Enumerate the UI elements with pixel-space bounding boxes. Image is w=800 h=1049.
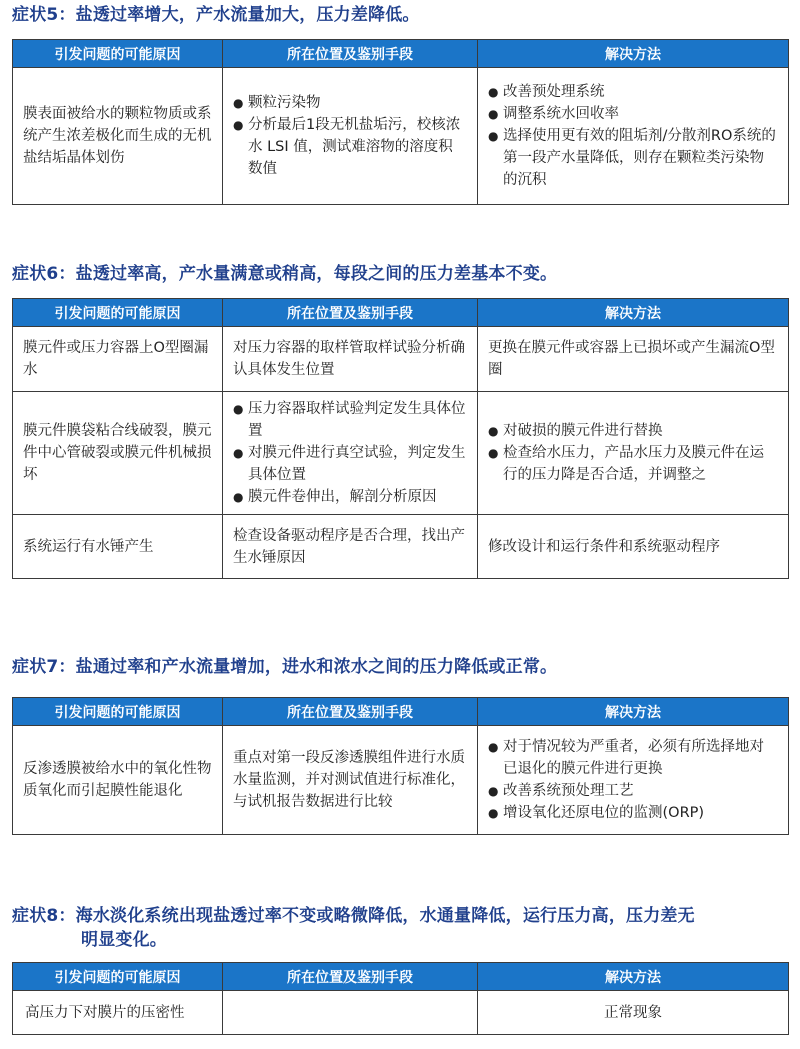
solution-cell (478, 392, 789, 515)
header-diagnosis: 所在位置及鉴别手段 (223, 963, 478, 991)
header-solution: 解决方法 (478, 963, 789, 991)
header-cause: 引发问题的可能原因 (13, 299, 223, 327)
diagnosis-cell (223, 68, 478, 205)
list-item: ● 颗粒污染物 (233, 92, 467, 114)
list-item: ● 分析最后1段无机盐垢污，校核浓水 LSI 值，测试难溶物的溶度积数值 (233, 114, 467, 180)
table-header-row (13, 299, 789, 327)
cause-cell: 系统运行有水锤产生 (13, 515, 223, 579)
symptom-6-title: 症状6：盐透过率高，产水量满意或稍高，每段之间的压力差基本不变。 (12, 264, 558, 284)
diagnosis-cell (223, 392, 478, 515)
list-item: ● 对破损的膜元件进行替换 (488, 420, 778, 442)
header-solution: 解决方法 (478, 299, 789, 327)
cause-cell: 膜表面被给水的颗粒物质或系统产生浓差极化而生成的无机盐结垢晶体划伤 (13, 68, 223, 205)
header-solution: 解决方法 (478, 40, 789, 68)
solution-cell: 正常现象 (478, 991, 789, 1035)
list-item: ● 调整系统水回收率 (488, 103, 778, 125)
header-cause: 引发问题的可能原因 (13, 698, 223, 726)
list-item: ● 压力容器取样试验判定发生具体位置 (233, 398, 467, 442)
solution-cell: 修改设计和运行条件和系统驱动程序 (478, 515, 789, 579)
cause-cell: 膜元件或压力容器上O型圈漏水 (13, 327, 223, 392)
header-diagnosis: 所在位置及鉴别手段 (223, 698, 478, 726)
header-cause: 引发问题的可能原因 (13, 40, 223, 68)
diagnosis-cell (223, 991, 478, 1035)
list-item: ● 膜元件卷伸出，解剖分析原因 (233, 486, 467, 508)
header-cause: 引发问题的可能原因 (13, 963, 223, 991)
symptom-8-table (12, 962, 789, 1035)
table-header-row (13, 40, 789, 68)
solution-cell (478, 726, 789, 835)
diagnosis-cell: 对压力容器的取样管取样试验分析确认具体发生位置 (223, 327, 478, 392)
header-diagnosis: 所在位置及鉴别手段 (223, 299, 478, 327)
symptom-5-table (12, 39, 789, 205)
symptom-8-title-line2: 明显变化。 (81, 930, 167, 950)
symptom-8-title-line1: 症状8：海水淡化系统出现盐透过率不变或略微降低，水通量降低，运行压力高，压力差无 (12, 906, 695, 926)
symptom-8-title (12, 904, 792, 952)
diagnosis-cell: 检查设备驱动程序是否合理，找出产生水锤原因 (223, 515, 478, 579)
list-item: ● 选择使用更有效的阻垢剂/分散剂RO系统的第一段产水量降低，则存在颗粒类污染物的沉积 (488, 125, 778, 191)
table-row (13, 327, 789, 392)
solution-cell: 更换在膜元件或容器上已损坏或产生漏流O型圈 (478, 327, 789, 392)
diagnosis-cell: 重点对第一段反渗透膜组件进行水质水量监测，并对测试值进行标准化，与试机报告数据进行比较 (223, 726, 478, 835)
table-row (13, 515, 789, 579)
list-item: ● 检查给水压力，产品水压力及膜元件在运行的压力降是否合适，并调整之 (488, 442, 778, 486)
symptom-7-title: 症状7：盐通过率和产水流量增加，进水和浓水之间的压力降低或正常。 (12, 657, 558, 677)
header-diagnosis: 所在位置及鉴别手段 (223, 40, 478, 68)
list-item: ● 改善系统预处理工艺 (488, 780, 778, 802)
cause-cell: 膜元件膜袋粘合线破裂，膜元件中心管破裂或膜元件机械损坏 (13, 392, 223, 515)
table-row (13, 726, 789, 835)
solution-cell (478, 68, 789, 205)
table-row (13, 68, 789, 205)
list-item: ● 对膜元件进行真空试验，判定发生具体位置 (233, 442, 467, 486)
list-item: ● 改善预处理系统 (488, 81, 778, 103)
symptom-6-table (12, 298, 789, 579)
symptom-5-title: 症状5：盐透过率增大，产水流量加大，压力差降低。 (12, 5, 420, 25)
cause-cell: 反渗透膜被给水中的氧化性物质氧化而引起膜性能退化 (13, 726, 223, 835)
table-header-row (13, 963, 789, 991)
list-item: ● 对于情况较为严重者，必须有所选择地对已退化的膜元件进行更换 (488, 736, 778, 780)
table-header-row (13, 698, 789, 726)
list-item: ● 增设氧化还原电位的监测(ORP) (488, 802, 778, 824)
table-row (13, 392, 789, 515)
symptom-7-table (12, 697, 789, 835)
table-row (13, 991, 789, 1035)
cause-cell: 高压力下对膜片的压密性 (13, 991, 223, 1035)
header-solution: 解决方法 (478, 698, 789, 726)
